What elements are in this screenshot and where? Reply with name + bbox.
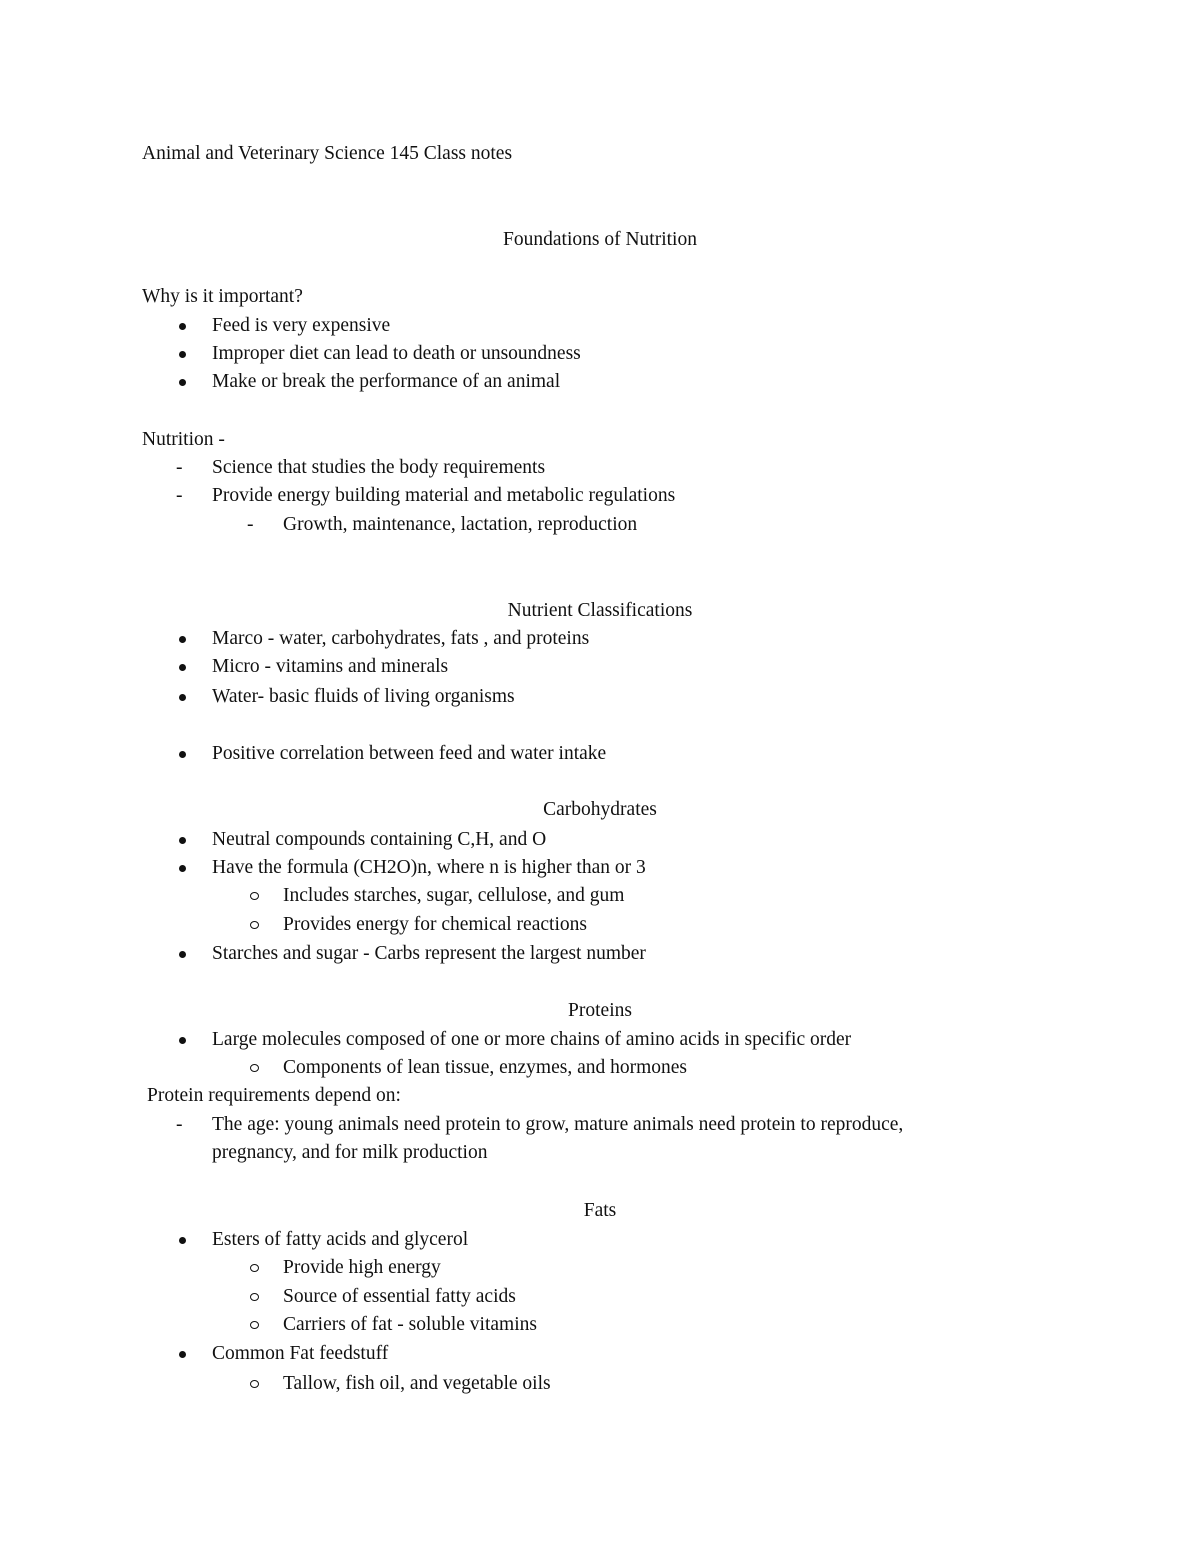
- circle-bullet-icon: [250, 1064, 259, 1072]
- list-item: Marco - water, carbohydrates, fats , and proteins: [212, 628, 590, 649]
- bullet-icon: [179, 323, 186, 330]
- bullet-icon: [179, 751, 186, 758]
- circle-bullet-icon: [250, 1321, 259, 1329]
- bullet-icon: [179, 379, 186, 386]
- heading-nutrient-classifications: Nutrient Classifications: [507, 600, 693, 621]
- list-item: Science that studies the body requirements: [212, 457, 546, 478]
- list-item: Improper diet can lead to death or unsoundness: [212, 343, 581, 364]
- list-item: Provide energy building material and metabolic regulations: [212, 485, 676, 506]
- list-item: The age: young animals need protein to grow, mature animals need protein to reproduce,: [212, 1114, 904, 1135]
- bullet-icon: [179, 694, 186, 701]
- sub-list-item: Provides energy for chemical reactions: [283, 914, 587, 935]
- circle-bullet-icon: [250, 892, 259, 900]
- list-item: Large molecules composed of one or more chains of amino acids in specific order: [212, 1029, 852, 1050]
- sub-list-item: Provide high energy: [283, 1257, 441, 1278]
- heading-carbohydrates: Carbohydrates: [543, 799, 657, 820]
- bullet-icon: [179, 1351, 186, 1358]
- list-item: Starches and sugar - Carbs represent the largest number: [212, 943, 646, 964]
- dash-icon: -: [176, 1114, 183, 1135]
- circle-bullet-icon: [250, 1380, 259, 1388]
- bullet-icon: [179, 664, 186, 671]
- bullet-icon: [179, 1237, 186, 1244]
- bullet-icon: [179, 951, 186, 958]
- circle-bullet-icon: [250, 1264, 259, 1272]
- list-item-continuation: pregnancy, and for milk production: [212, 1142, 488, 1163]
- heading-proteins: Proteins: [568, 1000, 632, 1021]
- list-item: Positive correlation between feed and water intake: [212, 743, 607, 764]
- sub-list-item: Tallow, fish oil, and vegetable oils: [283, 1373, 551, 1394]
- list-item: Neutral compounds containing C,H, and O: [212, 829, 547, 850]
- circle-bullet-icon: [250, 921, 259, 929]
- sub-list-item: Growth, maintenance, lactation, reproduction: [283, 514, 638, 535]
- list-item: Esters of fatty acids and glycerol: [212, 1229, 469, 1250]
- list-item: Feed is very expensive: [212, 315, 391, 336]
- list-item: Make or break the performance of an animal: [212, 371, 561, 392]
- list-item: Have the formula (CH2O)n, where n is higher than or 3: [212, 857, 646, 878]
- bullet-icon: [179, 351, 186, 358]
- sub-list-item: Includes starches, sugar, cellulose, and gum: [283, 885, 625, 906]
- nutrition-label: Nutrition -: [142, 429, 225, 450]
- sub-list-item: Source of essential fatty acids: [283, 1286, 516, 1307]
- circle-bullet-icon: [250, 1293, 259, 1301]
- sub-list-item: Components of lean tissue, enzymes, and hormones: [283, 1057, 688, 1078]
- document-title: Animal and Veterinary Science 145 Class notes: [142, 143, 513, 164]
- bullet-icon: [179, 837, 186, 844]
- heading-foundations: Foundations of Nutrition: [503, 229, 697, 250]
- bullet-icon: [179, 1037, 186, 1044]
- dash-icon: -: [176, 457, 183, 478]
- dash-icon: -: [176, 485, 183, 506]
- list-item: Micro - vitamins and minerals: [212, 656, 449, 677]
- heading-fats: Fats: [583, 1200, 617, 1221]
- question-why-important: Why is it important?: [142, 286, 303, 307]
- bullet-icon: [179, 865, 186, 872]
- bullet-icon: [179, 636, 186, 643]
- sub-list-item: Carriers of fat - soluble vitamins: [283, 1314, 537, 1335]
- protein-requirements-label: Protein requirements depend on:: [147, 1085, 401, 1106]
- list-item: Common Fat feedstuff: [212, 1343, 389, 1364]
- dash-icon: -: [247, 514, 254, 535]
- list-item: Water- basic fluids of living organisms: [212, 686, 515, 707]
